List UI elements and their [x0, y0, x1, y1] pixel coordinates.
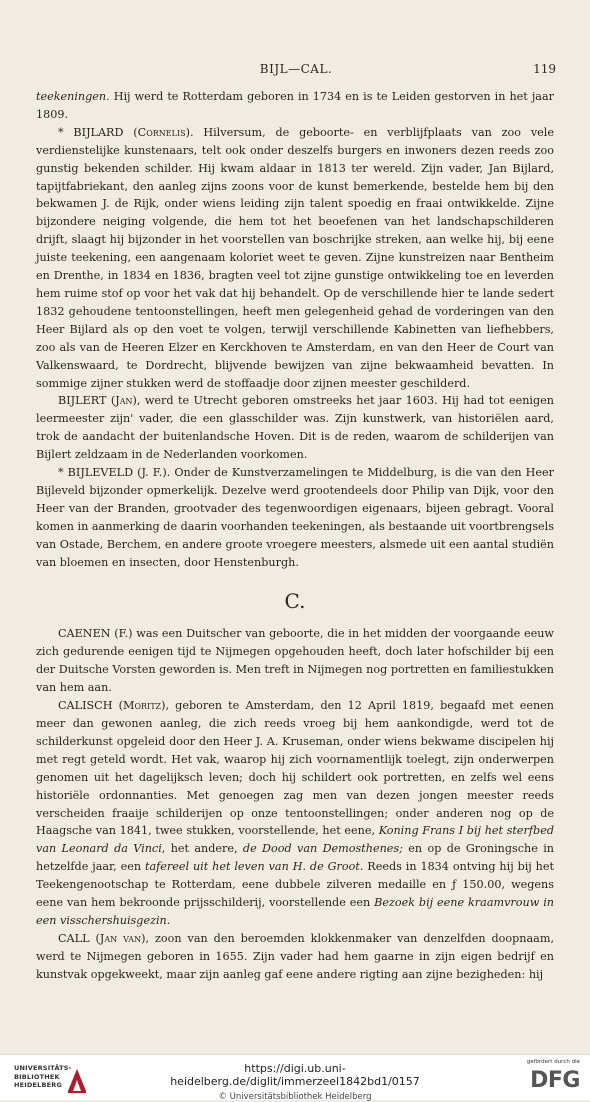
dictionary-entry — [36, 392, 554, 464]
text-run: ), geboren te Amsterdam, den 12 April 1819, begaafd met eenen meer dan gewonen aanleg, die zich reeds vroeg bij hem aankondigde, werd tot de schilderkunst opgeleid door den Heer J. A. Kruseman, onder wiens bekwame discipelen hij met regt geteld wordt. Het vak, waarop hij zich voornamentlijk toelegt, zijn onderwerpen genomen uit het dagelijksch leven; doch hij schildert ook portretten, en zelfs wel eens historiële ordonnanties. Met genoegen zag men van dezen jongen meester reeds verscheiden fraaije schilderijen op onze tentoonstellingen; onder anderen nog op de Haagsche van 1841, twee stukken, voorstellende, het eene, — [36, 699, 555, 838]
text-run: * BIJLEVELD (J. F.). Onder de Kunstverzamelingen te Middelburg, is die van den Heer Bijleveld bijzonder opmerkelijk. Dezelve werd grootendeels door Philip van Dijk, voor den Heer van der Branden, grootvader des tegenwoordigen eigenaars, bijeen gebragt. Vooral komen in aanmerking de daarin voorhanden teekeningen, als bestaande uit voortbrengsels van Ostade, Berchem, en andere groote vroegere meesters, alsmede uit een aantal studiën van bloemen en insecten, door Henstenburgh. — [36, 466, 554, 569]
text-run: Jan — [115, 394, 133, 408]
text-run: tafereel uit het leven van H. de Groot. — [144, 860, 364, 874]
page-header — [36, 62, 556, 82]
page-number: 119 — [533, 62, 556, 76]
text-run: * BIJLARD ( — [58, 125, 138, 139]
text-run: teekeningen — [36, 90, 107, 103]
text-run: BIJLERT ( — [58, 394, 116, 408]
library-logo-icon — [66, 1067, 88, 1093]
text-run: Jan van — [99, 931, 142, 945]
library-logo-text: UNIVERSITÄTS- BIBLIOTHEK HEIDELBERG — [14, 1064, 72, 1089]
footer-center — [125, 1062, 465, 1102]
text-run: . Hij werd te Rotterdam geboren in 1734 en is te Leiden gestorven in het jaar 1809. — [36, 90, 554, 121]
library-logo[interactable] — [8, 1064, 118, 1094]
dfg-logo[interactable] — [510, 1059, 580, 1097]
text-run: Reeds in 1834 ontving hij bij het Teekengenootschap te Rotterdam, eene dubbele zilveren medaille en ƒ 150.00, wegens eene van hem bekroonde prijsschilderij, voorstellende een — [36, 860, 554, 910]
text-run: Moritz — [123, 699, 162, 713]
text-run: ), zoon van den beroemden klokkenmaker van denzelfden doopnaam, werd te Nijmegen geboren in 1655. Zijn vader had hem gaarne in zijn eigen bedrijf en kunstvak opgekweekt, maar zijn aanleg gaf eene andere rigting aan zijne bezigheden: hij — [36, 931, 554, 981]
text-run: CALL ( — [58, 931, 100, 945]
copyright-notice: © Universitätsbibliothek Heidelberg — [218, 1092, 372, 1102]
text-run: en op de Groningsche in hetzelfde jaar, een — [36, 842, 555, 874]
dictionary-entry — [36, 464, 554, 571]
text-run: CAENEN (F.) was een Duitscher van geboorte, die in het midden der voorgaande eeuw zich gedurende eenigen tijd te Nijmegen opgehouden heeft, doch later hofschilder bij een der Duitsche Vorsten geworden is. Men treft in Nijmegen nog portretten en familiestukken van hem aan. — [36, 627, 554, 695]
body-text — [36, 88, 554, 984]
funding-note: gefördert durch die — [526, 1059, 580, 1065]
dictionary-entry — [36, 930, 554, 984]
dictionary-entry — [36, 124, 554, 393]
dictionary-entry — [36, 697, 554, 930]
text-run: C. — [284, 589, 306, 614]
text-run: Koning Frans I bij het sterfbed van Leonard da Vinci — [36, 824, 554, 856]
permalink-url[interactable]: https://digi.ub.uni-heidelberg.de/diglit/immerzeel1842bd1/0157 — [170, 1062, 420, 1088]
text-run: Cornelis — [137, 125, 186, 139]
text-run: CALISCH ( — [58, 699, 123, 713]
running-head: BIJL—CAL. — [259, 62, 333, 76]
dictionary-entry — [36, 625, 554, 697]
text-run: de Dood van Demosthenes; — [242, 842, 403, 856]
text-run: ). Hilversum, de geboorte- en verblijfplaats van zoo vele verdienstelijke kunstenaars, telt ook onder deszelfs burgers en inwoners dezen reeds zoo gunstig bekenden schilder. Hij kwam aldaar in 1813 ter wereld. Zijn vader, Jan Bijlard, tapijtfabriekant, den aanleg zijns zoons voor de kunst bemerkende, bestelde hem bij den bekwamen J. de Rijk, onder wiens leiding zijn talent spoedig en fraai ontwikkelde. Zijne bijzondere neiging volgende, die hem tot het beoefenen van het landschapschilderen drijft, slaagt hij bijzonder in het voorstellen van boschrijke streken, aan welke hij, bij eene juiste teekening, een aangenaam koloriet weet te geven. Zijne kunstreizen naar Bentheim en Drenthe, in 1834 en 1836, bragten veel tot zijne gunstige ontwikkeling toe en leverden hem ruime stof op voor het vak dat hij behandelt. Op de verschillende hier te lande sedert 1832 gehoudene tentoonstellingen, heeft men gelegenheid gehad de vorderingen van den Heer Bijlard als op den voet te volgen, terwijl verschillende Kabinetten van liefhebbers, zoo als van de Heeren Elzer en Kerckhoven te Amsterdam, en van den Heer de Court van Valkenswaard, te Dordrecht, blijvende bewijzen van zijne bekwaamheid bevatten. In sommige zijner stukken werd de stoffaadje door zijnen meester geschilderd. — [36, 125, 554, 390]
paragraph-continuation — [36, 88, 554, 124]
dfg-logo-text: DFG — [530, 1068, 580, 1093]
section-letter-heading — [36, 589, 554, 613]
text-run: Bezoek bij eene kraamvrouw in een visschershuisgezin. — [36, 896, 554, 927]
text-run: , het andere, — [161, 842, 243, 856]
text-run: ), werd te Utrecht geboren omstreeks het jaar 1603. Hij had tot eenigen leermeester zijn' vader, die een glasschilder was. Zijn kunstwerk, van historiëlen aard, trok de aandacht der buitenlandsche Hoven. Dit is de reden, waarom de schilderijen van Bijlert zeldzaam in de Nederlanden voorkomen. — [36, 394, 554, 462]
footer — [0, 1054, 590, 1100]
